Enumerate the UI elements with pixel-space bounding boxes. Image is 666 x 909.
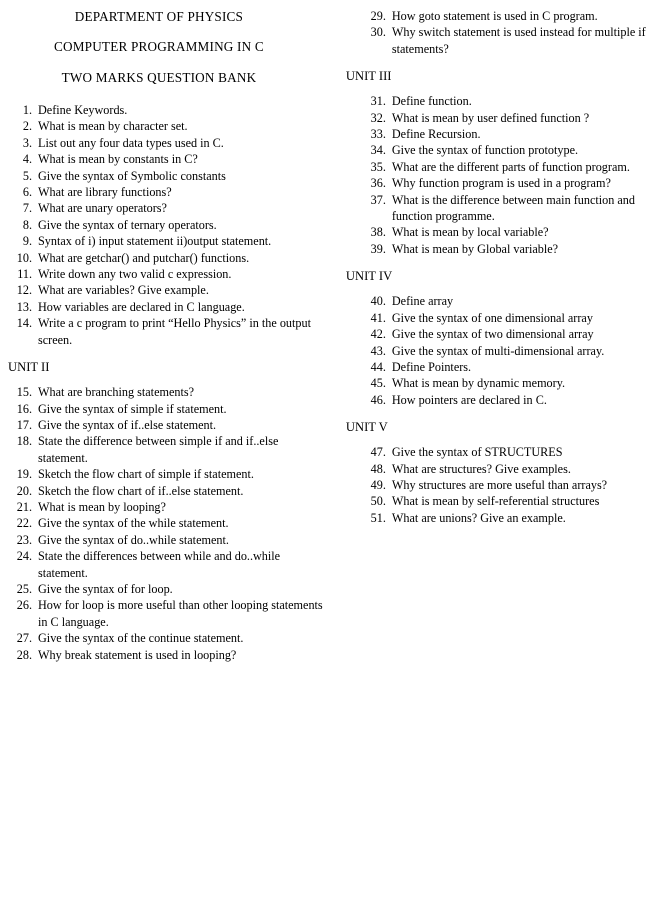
item-number: 12. [16, 283, 32, 298]
item-text: How pointers are declared in C. [391, 392, 547, 407]
item-number: 42. [370, 327, 386, 342]
item-text: What is mean by Global variable? [391, 241, 559, 256]
item-text: Give the syntax of for loop. [38, 581, 173, 596]
item-text: What are unions? Give an example. [391, 510, 566, 525]
item-text: Why switch statement is used instead for multiple if statements? [391, 25, 646, 56]
heading-department: DEPARTMENT OF PHYSICS [74, 9, 244, 24]
item-number: 37. [370, 192, 386, 207]
list-item [364, 159, 658, 175]
item-text: How variables are declared in C language. [38, 299, 245, 314]
item-number: 46. [370, 392, 386, 407]
list-item [10, 433, 330, 466]
list-item [364, 93, 658, 109]
item-number: 50. [370, 494, 386, 509]
item-number: 14. [16, 316, 32, 331]
item-number: 33. [370, 127, 386, 142]
item-text: State the difference between simple if and if..else statement. [38, 434, 279, 465]
list-item [10, 102, 330, 118]
item-text: List out any four data types used in C. [38, 135, 224, 150]
item-number: 15. [16, 385, 32, 400]
list-item [364, 343, 658, 359]
item-number: 41. [370, 310, 386, 325]
item-number: 45. [370, 376, 386, 391]
item-number: 11. [17, 267, 32, 282]
item-text: Define array [391, 294, 454, 309]
list-item [10, 184, 330, 200]
item-number: 10. [16, 250, 32, 265]
item-number: 43. [370, 343, 386, 358]
item-text: Syntax of i) input statement ii)output statement. [38, 234, 272, 249]
list-item [10, 168, 330, 184]
item-number: 48. [370, 461, 386, 476]
item-number: 30. [370, 25, 386, 40]
list-item [10, 581, 330, 597]
item-text: Give the syntax of one dimensional array [391, 310, 593, 325]
list-item [364, 461, 658, 477]
list-item [364, 110, 658, 126]
item-text: What is the difference between main function and function programme. [391, 192, 635, 224]
list-item [364, 375, 658, 391]
question-list-unit2 [8, 384, 330, 663]
list-item [364, 493, 658, 509]
unit-heading-2: UNIT II [8, 360, 50, 375]
list-item [10, 499, 330, 515]
list-item [364, 241, 658, 257]
item-text: What are unary operators? [38, 201, 167, 216]
item-number: 4. [22, 152, 32, 167]
unit-heading-3: UNIT III [345, 69, 392, 84]
list-item [10, 200, 330, 216]
item-number: 51. [370, 510, 386, 525]
list-item [364, 392, 658, 408]
item-text: Define Keywords. [38, 103, 128, 117]
item-text: Why function program is used in a program? [391, 176, 611, 191]
item-number: 23. [16, 532, 32, 547]
unit-heading-4: UNIT IV [345, 269, 393, 284]
item-text: What are variables? Give example. [38, 283, 209, 298]
item-text: What are branching statements? [38, 385, 194, 400]
item-text: Give the syntax of if..else statement. [38, 417, 217, 432]
list-item [10, 151, 330, 167]
item-number: 16. [16, 401, 32, 416]
item-text: Why structures are more useful than arrays? [391, 477, 608, 492]
item-number: 9. [22, 234, 32, 249]
item-text: Give the syntax of the while statement. [38, 516, 229, 531]
item-text: Define function. [391, 94, 472, 109]
list-item [10, 647, 330, 663]
question-list-unit2-continued [346, 8, 658, 57]
list-item [10, 118, 330, 134]
right-column [330, 6, 658, 526]
list-item [364, 24, 658, 57]
item-text: What is mean by local variable? [391, 225, 549, 240]
list-item [10, 135, 330, 151]
item-number: 24. [16, 549, 32, 564]
item-number: 17. [16, 417, 32, 432]
item-number: 18. [16, 434, 32, 449]
item-number: 31. [370, 94, 386, 109]
item-text: Define Pointers. [391, 359, 472, 374]
item-number: 13. [16, 299, 32, 314]
list-item [10, 466, 330, 482]
list-item [10, 384, 330, 400]
item-number: 19. [16, 467, 32, 482]
item-text: Why break statement is used in looping? [38, 647, 237, 662]
item-text: What is mean by dynamic memory. [391, 376, 566, 391]
item-number: 3. [22, 135, 32, 150]
list-item [364, 326, 658, 342]
list-item [364, 510, 658, 526]
item-number: 39. [370, 241, 386, 256]
heading-title: TWO MARKS QUESTION BANK [61, 70, 257, 85]
item-number: 2. [22, 119, 32, 134]
item-text: Give the syntax of ternary operators. [38, 217, 217, 232]
item-text: What are the different parts of function program. [391, 159, 630, 174]
list-item [10, 315, 330, 348]
item-number: 25. [16, 581, 32, 596]
list-item [364, 192, 658, 225]
heading-course: COMPUTER PROGRAMMING IN C [54, 39, 264, 54]
item-text: Give the syntax of Symbolic constants [38, 168, 226, 183]
item-text: Sketch the flow chart of simple if statement. [38, 467, 254, 482]
list-item [10, 597, 330, 630]
item-text: Give the syntax of STRUCTURES [391, 445, 563, 460]
list-item [10, 548, 330, 581]
item-text: Write a c program to print “Hello Physics” in the output screen. [38, 316, 311, 347]
item-text: What is mean by user defined function ? [391, 110, 590, 125]
item-text: What is mean by constants in C? [38, 152, 198, 167]
item-text: What is mean by self-referential structures [391, 494, 600, 509]
list-item [10, 483, 330, 499]
item-text: Give the syntax of the continue statement. [38, 631, 244, 646]
list-item [364, 359, 658, 375]
item-text: Sketch the flow chart of if..else statement. [38, 483, 244, 498]
list-item [10, 630, 330, 646]
item-number: 35. [370, 159, 386, 174]
item-number: 44. [370, 359, 386, 374]
list-item [10, 401, 330, 417]
item-number: 29. [370, 9, 386, 23]
item-text: What is mean by character set. [38, 119, 188, 134]
question-list-unit3 [346, 93, 658, 257]
list-item [364, 444, 658, 460]
item-number: 22. [16, 516, 32, 531]
list-item [364, 175, 658, 191]
item-number: 49. [370, 477, 386, 492]
item-text: Give the syntax of do..while statement. [38, 532, 229, 547]
list-item [10, 282, 330, 298]
item-text: How for loop is more useful than other looping statements in C language. [38, 598, 323, 629]
item-number: 32. [370, 110, 386, 125]
list-item [10, 299, 330, 315]
item-text: Give the syntax of two dimensional array [391, 327, 594, 342]
item-text: State the differences between while and do..while statement. [38, 549, 281, 580]
unit-heading-5: UNIT V [345, 420, 388, 435]
list-item [364, 310, 658, 326]
item-number: 34. [370, 143, 386, 158]
item-number: 26. [16, 598, 32, 613]
item-number: 20. [16, 483, 32, 498]
list-item [10, 250, 330, 266]
list-item [364, 477, 658, 493]
list-item [364, 8, 658, 24]
item-text: Give the syntax of simple if statement. [38, 401, 227, 416]
item-text: How goto statement is used in C program. [391, 9, 598, 23]
item-number: 40. [370, 294, 386, 309]
item-text: Give the syntax of function prototype. [391, 143, 579, 158]
question-list-unit4 [346, 293, 658, 408]
item-number: 8. [22, 217, 32, 232]
question-list-unit5 [346, 444, 658, 526]
list-item [10, 217, 330, 233]
list-item [364, 142, 658, 158]
list-item [364, 126, 658, 142]
list-item [10, 233, 330, 249]
item-text: What are getchar() and putchar() functions. [38, 250, 250, 265]
list-item [364, 224, 658, 240]
item-number: 38. [370, 225, 386, 240]
item-text: What is mean by looping? [38, 499, 166, 514]
list-item [10, 532, 330, 548]
item-text: What are library functions? [38, 185, 172, 200]
item-number: 27. [16, 631, 32, 646]
list-item [10, 266, 330, 282]
question-list-unit1 [8, 102, 330, 348]
list-item [10, 515, 330, 531]
item-text: Give the syntax of multi-dimensional array. [391, 343, 605, 358]
list-item [364, 293, 658, 309]
item-number: 5. [22, 168, 32, 183]
item-number: 21. [16, 499, 32, 514]
list-item [10, 417, 330, 433]
item-text: What are structures? Give examples. [391, 461, 571, 476]
left-column [8, 6, 330, 663]
item-number: 7. [22, 201, 32, 216]
item-text: Define Recursion. [391, 127, 481, 142]
item-number: 6. [22, 185, 32, 200]
item-number: 47. [370, 445, 386, 460]
item-number: 28. [16, 647, 32, 662]
item-text: Write down any two valid c expression. [38, 267, 232, 282]
item-number: 1. [22, 103, 32, 117]
item-number: 36. [370, 176, 386, 191]
